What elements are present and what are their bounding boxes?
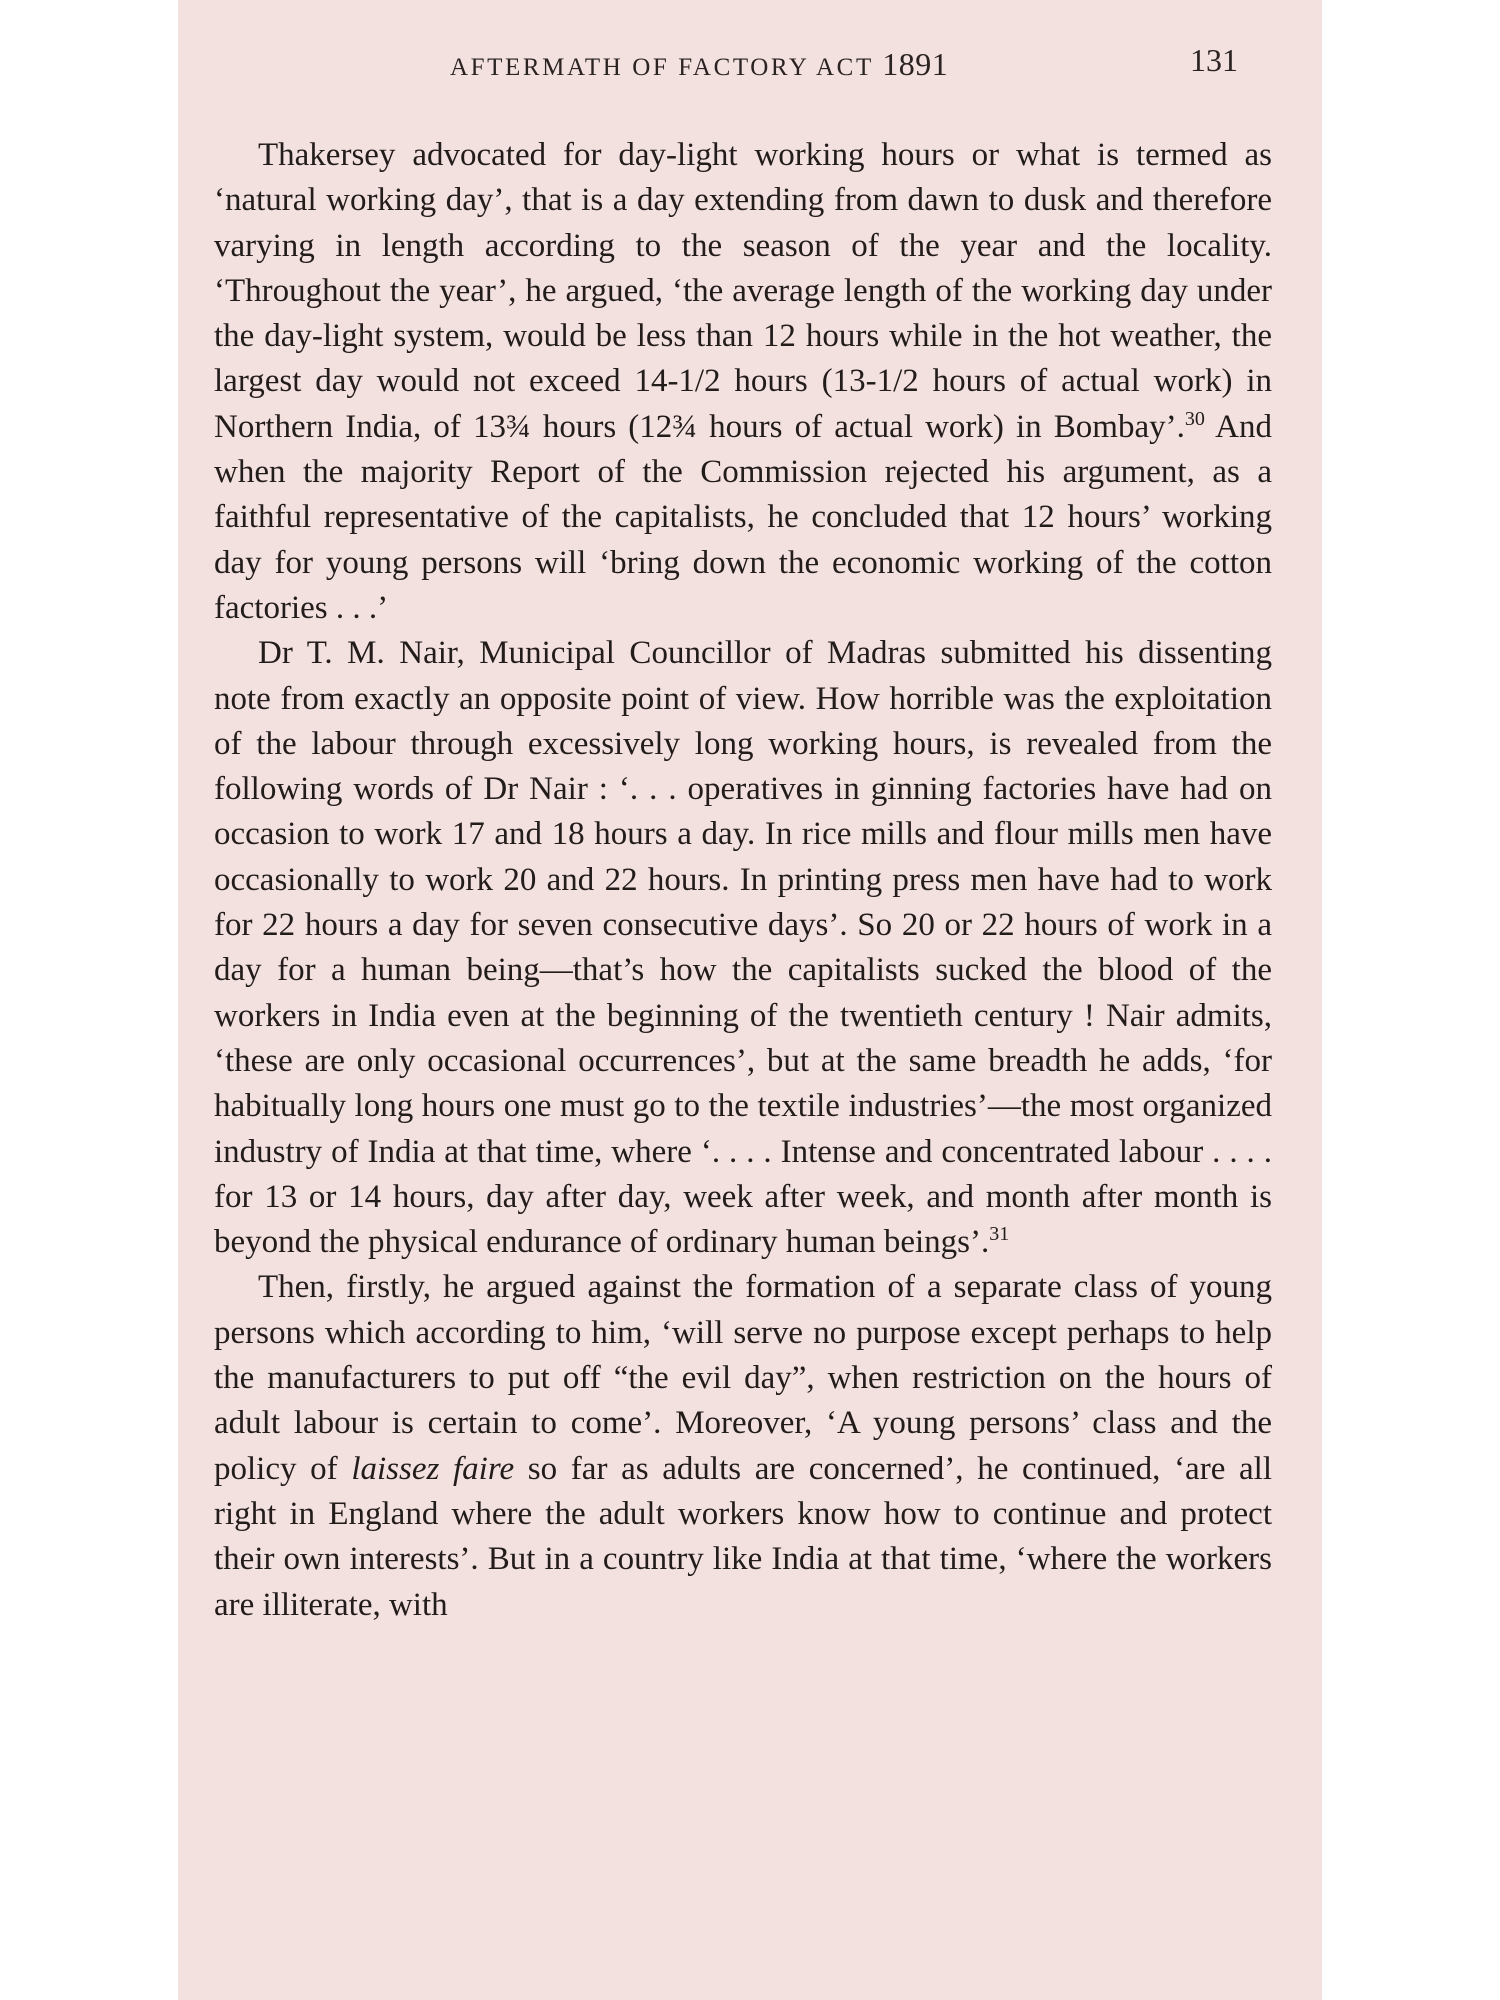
paragraph [214,631,1272,1265]
paragraph-text: Then, firstly, he argued against the formation of a separate class of young persons which according to him, ‘will serve no purpose except perhaps to help the manufacturers to put off “the evil day”, when restriction on the hours of adult labour is certain to come’. Moreover, ‘A young persons’ class and the policy of [214,1269,1272,1487]
italic-text: laissez faire [351,1450,515,1487]
running-title [450,46,948,83]
running-title-year: 1891 [882,46,949,82]
footnote-marker: 30 [1184,407,1205,430]
paragraph [214,133,1272,631]
paragraph-text: Thakersey advocated for day-light working hours or what is termed as ‘natural working day’, that is a day extending from dawn to dusk and therefore varying in length according to the season of the year and the locality. ‘Throughout the year’, he argued, ‘the average length of the working day under the day-light system, would be less than 12 hours while in the hot weather, the largest day would not exceed 14-1/2 hours (13-1/2 hours of actual work) in Northern India, of 13¾ hours (12¾ hours of actual work) in Bombay’. [214,137,1272,445]
page-header [214,42,1238,92]
paragraph-text: so far as adults are concerned’, he continued, ‘are all right in England where the adult workers know how to continue and protect their own interests’. But in a country like India at that time, ‘where the workers are illiterate, with [214,1450,1272,1623]
paragraph [214,1265,1272,1627]
book-page [178,0,1322,2000]
body-text [214,133,1272,1628]
running-title-text: AFTERMATH OF FACTORY ACT [450,54,874,81]
paragraph-text: Dr T. M. Nair, Municipal Councillor of Madras submitted his dissenting note from exactly an opposite point of view. How horrible was the exploitation of the labour through excessively long working hours, is revealed from the following words of Dr Nair : ‘. . . operatives in ginning factories have had on occasion to work 17 and 18 hours a day. In rice mills and flour mills men have occasionally to work 20 and 22 hours. In printing press men have had to work for 22 hours a day for seven consecutive days’. So 20 or 22 hours of work in a day for a human being—that’s how the capitalists sucked the blood of the workers in India even at the beginning of the twentieth century ! Nair admits, ‘these are only occasional occurrences’, but at the same breadth he adds, ‘for habitually long hours one must go to the textile industries’—the most organized industry of India at that time, where ‘. . . . Intense and concentrated labour . . . . for 13 or 14 hours, day after day, week after week, and month after month is beyond the physical endurance of ordinary human beings’. [214,635,1272,1261]
paragraph-text: And when the majority Report of the Commission rejected his argument, as a faithful representative of the capitalists, he concluded that 12 hours’ working day for young persons will ‘bring down the economic working of the cotton factories . . .’ [214,408,1272,626]
page-number: 131 [1190,42,1238,78]
footnote-marker: 31 [989,1223,1010,1246]
